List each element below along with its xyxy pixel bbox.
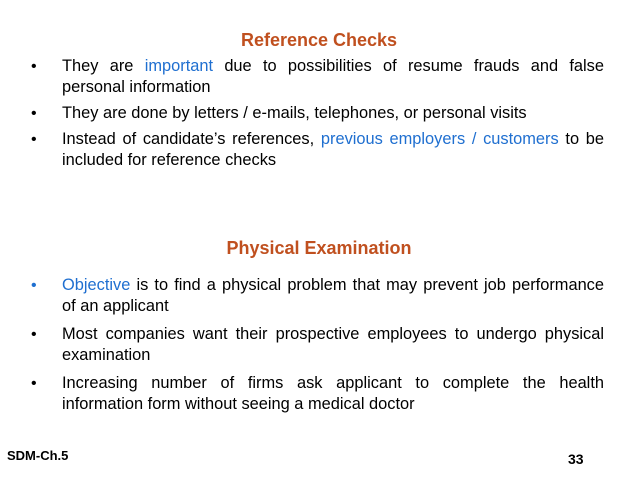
bullet-icon: • — [31, 131, 37, 148]
bullet-text: Increasing number of firms ask applicant to complete the health information form without seeing a medical doctor — [62, 374, 604, 413]
list-item — [28, 373, 604, 415]
list-item — [28, 56, 604, 98]
bullet-icon: • — [31, 326, 37, 343]
bullet-text: due to possibilities of resume frauds and false personal information — [62, 57, 604, 96]
bullet-icon: • — [31, 277, 37, 294]
highlight-text: previous employers / customers — [320, 130, 559, 148]
bullet-icon: • — [31, 105, 37, 122]
highlight-text: Objective — [62, 276, 131, 294]
bullet-text: to be included for reference checks — [62, 130, 605, 169]
bullet-icon: • — [31, 375, 37, 392]
bullet-text: Most companies want their prospective employees to undergo physical examination — [62, 325, 604, 364]
bullet-text: Instead of candidate’s references, — [62, 130, 321, 148]
highlight-text: important — [144, 57, 214, 75]
bullet-text: They are — [62, 57, 145, 75]
reference-checks-list — [28, 56, 604, 171]
physical-examination-list — [28, 275, 604, 415]
section-title-reference-checks: Reference Checks — [240, 30, 398, 50]
page-number: 33 — [568, 451, 584, 467]
list-item — [28, 129, 604, 171]
section-title-physical-examination: Physical Examination — [226, 238, 412, 258]
course-label: SDM-Ch.5 — [7, 448, 69, 463]
list-item — [28, 324, 604, 366]
bullet-text: is to find a physical problem that may prevent job performance of an applicant — [62, 276, 604, 315]
bullet-text: They are done by letters / e-mails, telephones, or personal visits — [62, 104, 527, 122]
list-item — [28, 103, 604, 124]
list-item — [28, 275, 604, 317]
bullet-icon: • — [31, 58, 37, 75]
